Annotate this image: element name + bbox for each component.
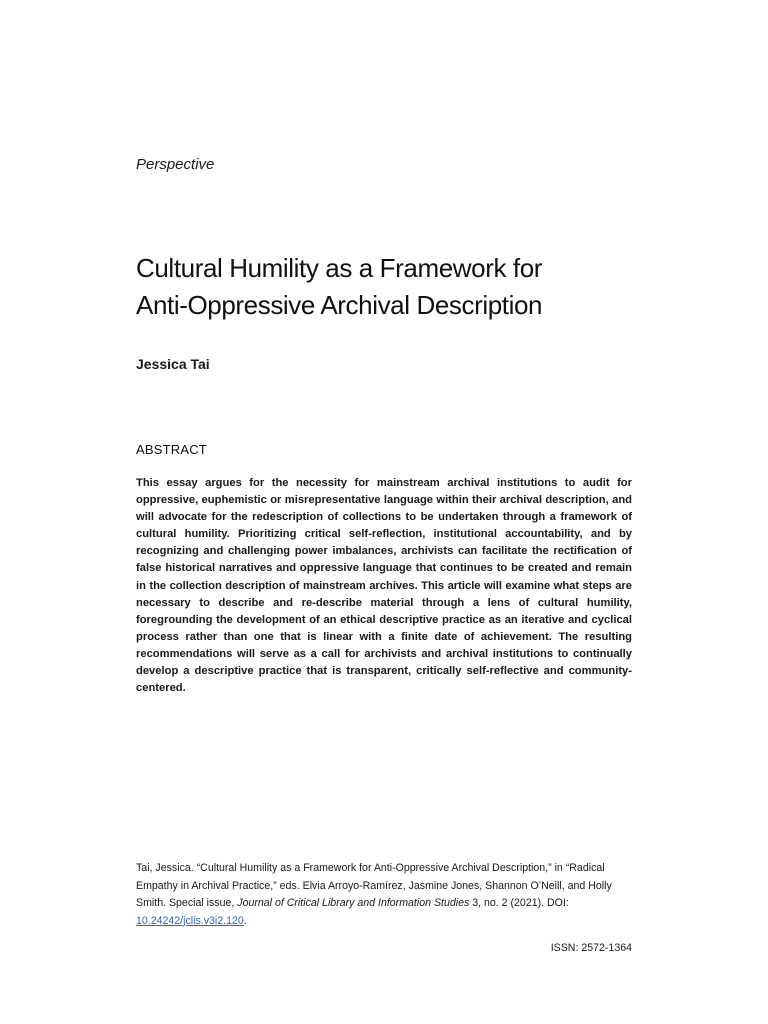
citation-text-part2: 3, no. 2 (2021). DOI: — [469, 897, 569, 910]
abstract-text: This essay argues for the necessity for mainstream archival institutions to audit for oppressive, euphemistic or misrepresentative language within their archival description, and will advocate for the redescription of collections to be undertaken through a framework of cultural humility. Prioritizing critical self-reflection, institutional accountability, and by recognizing and challenging power imbalances, archivists can facilitate the rectification of false historical narratives and oppressive language that continues to be created and remain in the collection description of mainstream archives. This article will examine what steps are necessary to describe and re-describe material through a lens of cultural humility, foregrounding the development of an ethical descriptive practice as an iterative and cyclical process rather than one that is linear with a finite date of achievement. The resulting recommendations will serve as a call for archivists and archival institutions to continually develop a descriptive practice that is transparent, critically self-reflective and community-centered. — [136, 477, 632, 695]
section-label: Perspective — [136, 156, 215, 173]
citation-text-part3: . — [243, 914, 247, 927]
article-title-line-2: Anti-Oppressive Archival Description — [136, 290, 543, 320]
author-name: Jessica Tai — [136, 356, 210, 372]
article-title — [136, 250, 656, 324]
citation-text-part1: Tai, Jessica. “Cultural Humility as a Framework for Anti-Oppressive Archival Description,” in “Radical Empathy in Archival Practice,” eds. Elvia Arroyo-Ramírez, Jasmine Jones, Shannon O’Neill, and Holly Smith. Special issue, — [136, 862, 612, 910]
issn-number: ISSN: 2572-1364 — [550, 942, 632, 954]
doi-link[interactable]: 10.24242/jclis.v3i2.120 — [136, 914, 244, 927]
citation-journal-title: Journal of Critical Library and Information Studies — [237, 897, 470, 910]
citation — [136, 860, 636, 930]
abstract-heading: ABSTRACT — [136, 442, 207, 457]
article-title-line-1: Cultural Humility as a Framework for — [136, 253, 543, 283]
